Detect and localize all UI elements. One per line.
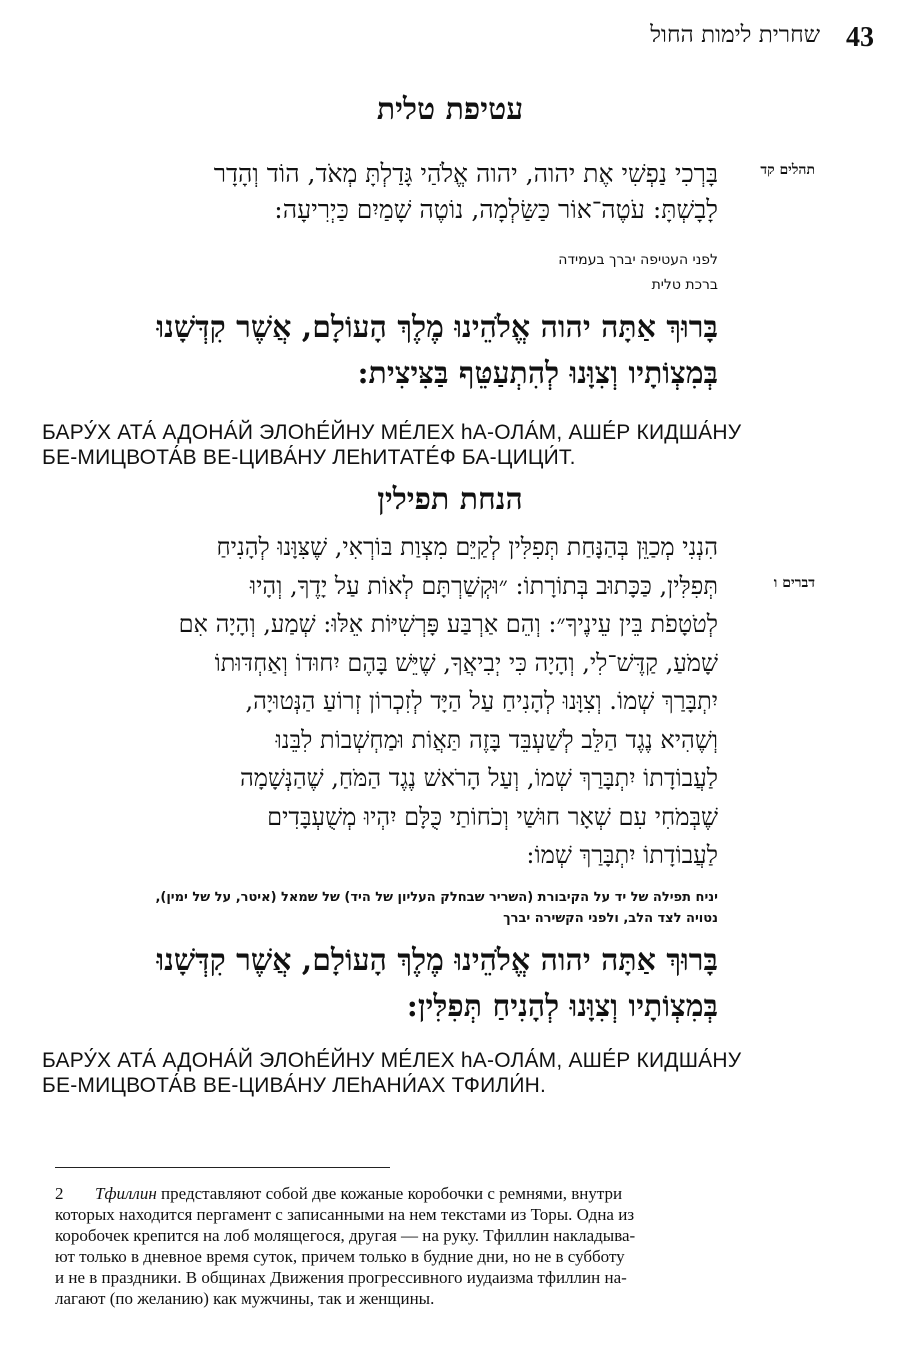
psalm-verse xyxy=(38,156,718,228)
intention-line: וְשֶׁהִיא נֶגֶד הַלֵּב לְשַׁעְבֵּד בָּזֶה תַּאֲוֹת וּמַחְשְׁבוֹת לִבֵּנוּ xyxy=(275,725,718,754)
intention-line: לַעֲבוֹדָתוֹ יִתְבָּרַךְ שְׁמוֹ: xyxy=(526,841,718,869)
transliteration-line: БАРУ́Х АТА́ АДОНА́Й ЭЛОhЕ́ЙНУ МЕ́ЛЕХ hА-ОЛА́М, АШЕ́Р КИДША́НУ xyxy=(42,1049,742,1072)
page-number: 43 xyxy=(846,22,874,53)
footnote-line: и не в праздники. В общинах Движения прогрессивного иудаизма тфиллин на- xyxy=(55,1268,627,1287)
rubric-line: יניח תפילה של יד על הקיבורת (השריר שבחלק העליון של היד) של שמאל (איטר, על של ימין), xyxy=(155,890,718,905)
intention-line: שֶׁבְּמֹחִי עִם שְׁאָר חוּשַׁי וְכֹחוֹתַי כֻּלָּם יִהְיוּ מְשֻׁעְבָּדִים xyxy=(267,802,718,831)
margin-ref-psalms: תהלים קד xyxy=(760,162,815,178)
footnote-marker: 2 xyxy=(55,1184,64,1203)
blessing-tallit xyxy=(38,305,718,397)
margin-ref-deuteronomy: דברים ו xyxy=(773,575,815,591)
section-title-tefillin: הנחת תפילין xyxy=(377,482,523,517)
footnote-line: ют только в дневное время суток, причем только в будние дни, но не в субботу xyxy=(55,1247,625,1266)
section-title-tallit: עטיפת טלית xyxy=(376,92,524,127)
footnote-line: которых находится пергамент с записанными на нем текстами из Торы. Одна из xyxy=(55,1205,635,1224)
running-head: שחרית לימות החול xyxy=(650,22,820,48)
intention-line: לַעֲבוֹדָתוֹ יִתְבָּרַךְ שְׁמוֹ, וְעַל הָרֹאשׁ נֶגֶד הַמֹּחַ, שֶׁהַנְּשָׁמָה xyxy=(240,764,718,792)
blessing-line: בָּרוּךְ אַתָּה יהוה אֱלֹהֵינוּ מֶלֶךְ הָעוֹלָם, אֲשֶׁר קִדְּשָׁנוּ xyxy=(156,310,718,345)
footnote xyxy=(55,1183,727,1309)
intention-line: יִתְבָּרַךְ שְׁמוֹ. וְצִוָּנוּ לְהָנִיחַ עַל הַיָּד לְזִכְרוֹן זְרוֹעַ הַנְּטוּיָה, xyxy=(245,687,718,715)
footnote-divider xyxy=(55,1167,390,1168)
blessing-name-tallit: ברכת טלית xyxy=(651,277,718,293)
transliteration-line: БЕ-МИЦВОТА́В ВЕ-ЦИВА́НУ ЛЕhАНИ́АХ ТФИЛИ́Н. xyxy=(42,1074,547,1097)
blessing-line: בָּרוּךְ אַתָּה יהוה אֱלֹהֵינוּ מֶלֶךְ הָעוֹלָם, אֲשֶׁר קִדְּשָׁנוּ xyxy=(156,943,718,978)
psalm-line: בָּרְכִי נַפְשִׁי אֶת יהוה, יהוה אֱלֹהַי גָּדַלְתָּ מְאֹד, הוֹד וְהָדָר xyxy=(213,159,718,188)
psalm-line: לָבָשְׁתָּ: עֹטֶה־אוֹר כַּשַּׂלְמָה, נוֹטֶה שָׁמַיִם כַּיְרִיעָה: xyxy=(274,195,718,224)
transliteration-line: БЕ-МИЦВОТА́В ВЕ-ЦИВА́НУ ЛЕhИТАТЕ́Ф БА-ЦИЦИ́Т. xyxy=(42,446,576,469)
footnote-text: представляют собой две кожаные коробочки с ремнями, внутри xyxy=(156,1184,623,1203)
transliteration-line: БАРУ́Х АТА́ АДОНА́Й ЭЛОhЕ́ЙНУ МЕ́ЛЕХ hА-ОЛА́М, АШЕ́Р КИДША́НУ xyxy=(42,421,742,444)
tefillin-intention xyxy=(38,528,718,875)
rubric-tefillin xyxy=(38,887,718,929)
blessing-line: בְּמִצְוֹתָיו וְצִוָּנוּ לְהִתְעַטֵּף בַּצִּיצִית: xyxy=(357,356,718,391)
intention-line: שָׁמֹעַ, קַדֶּשׁ־לִי, וְהָיָה כִּי יְבִיאֲךָ, שֶׁיֵּשׁ בָּהֶם יִחוּדוֹ וְאַחְדּוּתוֹ xyxy=(214,648,718,677)
footnote-line: лагают (по желанию) как мужчины, так и женщины. xyxy=(55,1289,435,1308)
intention-line: תְּפִלִּין, כַּכָּתוּב בְּתוֹרָתוֹ: ״וּקְשַׁרְתָּם לְאוֹת עַל יָדֶךָ, וְהָיוּ xyxy=(249,571,718,600)
transliteration-tallit xyxy=(42,420,741,470)
intention-line: הִנְנִי מְכַוֵּן בְּהַנָּחַת תְּפִלִּין לְקַיֵּם מִצְוַת בּוֹרְאִי, שֶׁצִּוָּנוּ לְהָנִיחַ xyxy=(216,533,718,561)
rubric-before-tallit: לפני העטיפה יברך בעמידה xyxy=(558,252,718,268)
intention-line: לְטֹטָפֹת בֵּין עֵינֶיךָ״: וְהֵם אַרְבַּע פָּרְשִׁיּוֹת אֵלּוּ: שְׁמַע, וְהָיָה אִם xyxy=(178,610,718,638)
blessing-tefillin xyxy=(38,938,718,1030)
footnote-line: коробочек крепится на лоб молящегося, другая — на руку. Тфиллин накладыва- xyxy=(55,1226,636,1245)
rubric-line: נטויה לצד הלב, ולפני הקשירה יברך xyxy=(503,911,718,926)
blessing-line: בְּמִצְוֹתָיו וְצִוָּנוּ לְהָנִיחַ תְּפִלִּין: xyxy=(406,989,718,1024)
footnote-term: Тфиллин xyxy=(95,1184,157,1203)
transliteration-tefillin xyxy=(42,1048,741,1098)
